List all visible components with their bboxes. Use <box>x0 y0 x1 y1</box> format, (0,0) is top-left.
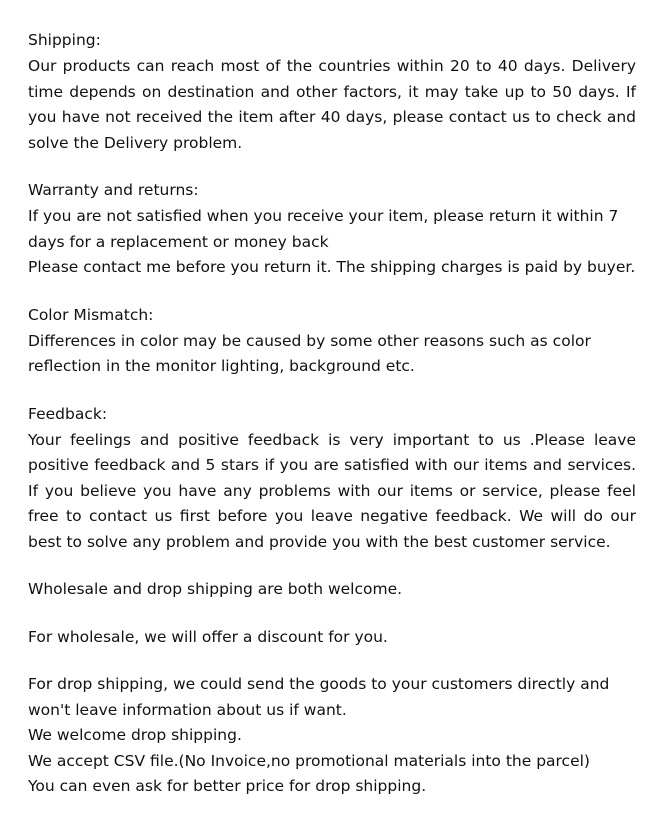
section-paragraph-dropship-3: We accept CSV file.(No Invoice,no promotional materials into the parcel) <box>28 751 590 770</box>
section-shipping <box>28 28 636 156</box>
section-warranty-and-returns <box>28 178 636 281</box>
section-wholesale-discount <box>28 625 636 651</box>
section-heading-color-mismatch: Color Mismatch: <box>28 305 154 324</box>
section-color-mismatch <box>28 303 636 380</box>
section-paragraph-dropship-4: You can even ask for better price for drop shipping. <box>28 777 427 795</box>
section-paragraph-welcome-1: Wholesale and drop shipping are both welcome. <box>28 580 403 598</box>
section-paragraph-feedback-1: Your feelings and positive feedback is very important to us .Please leave positive feedback and 5 stars if you are satisfied with our items and services. If you believe you have any problems with our items or service, please feel free to contact us first before you leave negative feedback. We will do our best to solve any problem and provide you with the best customer service. <box>28 430 636 551</box>
section-paragraph-discount-1: For wholesale, we will offer a discount for you. <box>28 627 388 646</box>
section-feedback <box>28 402 636 556</box>
section-heading-warranty: Warranty and returns: <box>28 181 199 199</box>
section-heading-feedback: Feedback: <box>28 404 108 423</box>
section-paragraph-shipping-1: Our products can reach most of the countries within 20 to 40 days. Delivery time depends on destination and other factors, it may take up to 50 days. If you have not received the item after 40 days, please contact us to check and solve the Delivery problem. <box>28 57 636 152</box>
section-paragraph-dropship-2: We welcome drop shipping. <box>28 726 242 744</box>
section-heading-shipping: Shipping: <box>28 31 101 49</box>
section-paragraph-dropship-1: For drop shipping, we could send the goods to your customers directly and won't leave information about us if want. <box>28 675 610 719</box>
section-drop-shipping-details <box>28 672 636 800</box>
section-paragraph-color-mismatch-1: Differences in color may be caused by some other reasons such as color reflection in the monitor lighting, background etc. <box>28 331 591 375</box>
section-paragraph-warranty-2: Please contact me before you return it. The shipping charges is paid by buyer. <box>28 258 636 276</box>
section-paragraph-warranty-1: If you are not satisfied when you receive your item, please return it within 7 days for a replacement or money back <box>28 207 619 251</box>
section-wholesale-dropship-welcome <box>28 577 636 603</box>
